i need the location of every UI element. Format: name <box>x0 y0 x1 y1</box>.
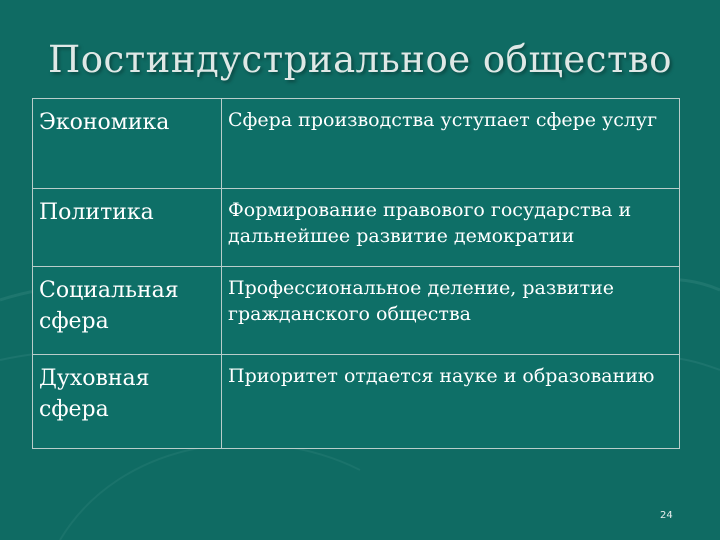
row-label: Политика <box>33 189 222 267</box>
row-description: Формирование правового государства и дальнейшее развитие демократии <box>222 189 680 267</box>
row-label: Экономика <box>33 99 222 189</box>
page-number: 24 <box>660 510 673 521</box>
table-row <box>33 99 680 189</box>
table-row <box>33 267 680 355</box>
row-description: Профессиональное деление, развитие гражданского общества <box>222 267 680 355</box>
row-description: Сфера производства уступает сфере услуг <box>222 99 680 189</box>
table-row <box>33 355 680 449</box>
row-label: Духовная сфера <box>33 355 222 449</box>
row-label: Социальная сфера <box>33 267 222 355</box>
row-description: Приоритет отдается науке и образованию <box>222 355 680 449</box>
society-spheres-table <box>32 98 680 449</box>
table-row <box>33 189 680 267</box>
slide-title: Постиндустриальное общество <box>47 38 673 81</box>
